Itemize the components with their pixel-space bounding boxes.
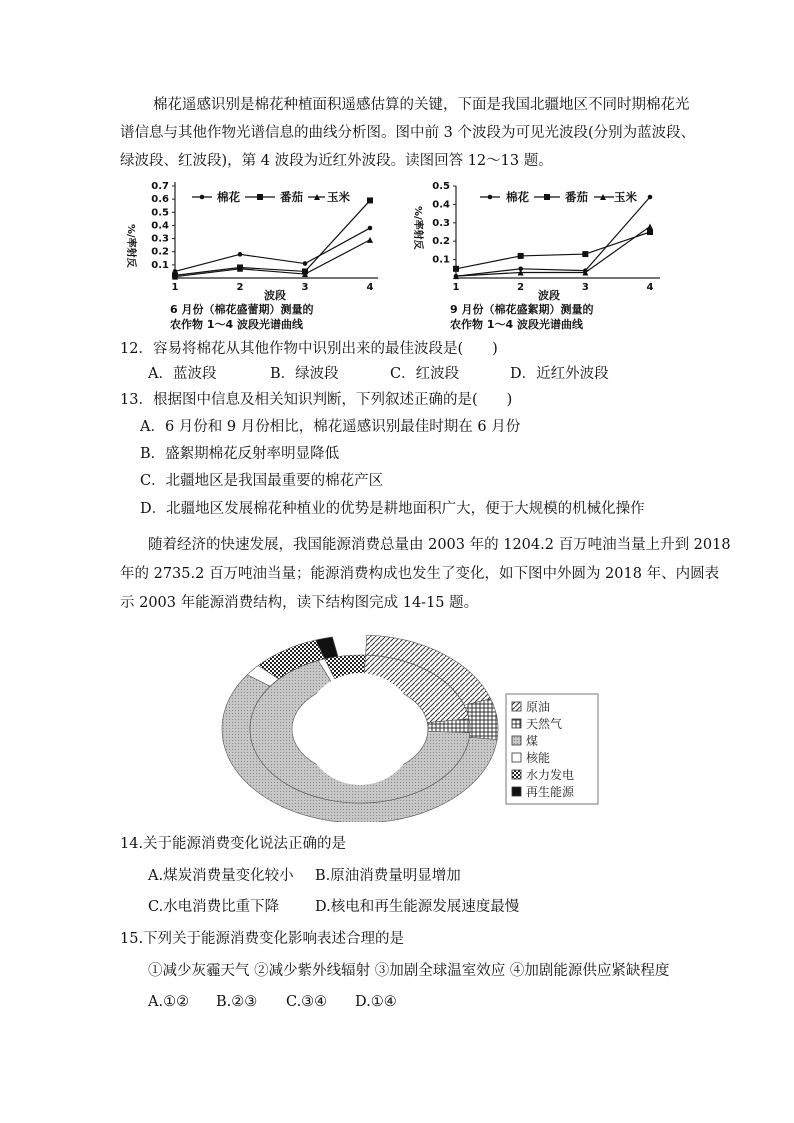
y-axis-label-left: %/率射反 [125,224,136,268]
energy-donut-chart [210,622,630,822]
legend-cotton-left: 棉花 [217,190,240,204]
point-right-1-1 [518,253,524,259]
donut-hole [304,673,416,785]
y-tick-right-0: 0.1 [432,254,450,266]
x-tick-left-2: 3 [301,282,309,293]
donut-legend-swatch-5 [512,787,521,796]
q13-option-b: B．盛絮期棉花反射率明显降低 [140,446,340,462]
x-tick-left-0: 1 [171,282,179,293]
q14-option-c: C.水电消费比重下降 [148,899,280,915]
point-left-2-3 [367,237,373,243]
y-tick-right-3: 0.4 [432,199,450,211]
legend-tomato-left: 番茄 [280,190,303,204]
q12-option-b: B．绿波段 [270,366,339,382]
y-tick-left-2: 0.3 [151,233,169,245]
x-axis-label-right: 波段 [538,289,560,302]
x-tick-right-1: 2 [517,282,525,293]
caption-left-1: 6 月份（棉花盛蕾期）测量的 [170,303,314,316]
donut-legend-swatch-4 [512,770,521,779]
point-left-1-3 [367,197,373,203]
intro1-line1: 棉花遥感识别是棉花种植面积遥感估算的关键，下面是我国北疆地区不同时期棉花光 [153,97,690,113]
x-tick-right-3: 4 [646,282,654,293]
donut-legend-label-1: 天然气 [526,717,563,731]
q14-option-b: B.原油消费量明显增加 [315,868,461,884]
q15-option-c: C.③④ [286,994,328,1010]
point-right-1-2 [582,251,588,257]
y-tick-right-1: 0.2 [432,236,450,248]
caption-right-2: 农作物 1～4 波段光谱曲线 [450,318,583,331]
legend-marker-cotton-r [488,195,493,200]
x-tick-left-3: 4 [366,282,374,293]
intro2-line3: 示 2003 年能源消费结构，读下结构图完成 14-15 题。 [120,595,479,611]
q14-stem: 14.关于能源消费变化说法正确的是 [120,836,347,852]
y-tick-left-4: 0.5 [151,207,169,219]
donut-legend-label-5: 再生能源 [526,785,575,799]
point-right-1-3 [647,229,653,235]
q12-option-a: A．蓝波段 [148,366,217,382]
point-left-0-2 [303,261,308,266]
q15-statements: ①减少灰霾天气 ②减少紫外线辐射 ③加剧全球温室效应 ④加剧能源供应紧缺程度 [148,963,670,979]
intro2-line1: 随着经济的快速发展，我国能源消费总量由 2003 年的 1204.2 百万吨油当量上升到 2018 [148,537,731,553]
donut-legend-swatch-3 [512,753,521,762]
september-chart [412,181,660,331]
legend-corn-left: 玉米 [327,190,350,204]
intro1-line2: 谱信息与其他作物光谱信息的曲线分析图。图中前 3 个波段为可见光波段(分别为蓝波段、 [120,125,696,141]
donut-legend-swatch-0 [512,702,521,711]
x-tick-left-1: 2 [236,282,244,293]
y-tick-left-1: 0.2 [151,246,169,258]
x-tick-right-2: 3 [581,282,589,293]
point-right-0-3 [648,195,653,200]
spectral-charts [120,176,680,336]
y-axis-label-right: %/率射反 [412,206,423,250]
point-left-0-3 [368,226,373,231]
june-chart [125,181,378,331]
donut-legend-label-2: 煤 [526,734,539,748]
intro2-line2: 年的 2735.2 百万吨油当量；能源消费构成也发生了变化，如下图中外圆为 2018 年、内圆表 [120,566,720,582]
x-axis-label-left: 波段 [264,289,286,302]
donut-legend-label-3: 核能 [526,751,551,765]
series-line-right-1 [456,232,650,269]
q15-stem: 15.下列关于能源消费变化影响表述合理的是 [120,931,405,947]
x-tick-right-0: 1 [452,282,460,293]
q12-option-c: C．红波段 [390,366,460,382]
caption-left-2: 农作物 1～4 波段光谱曲线 [170,318,303,331]
y-tick-left-0: 0.1 [151,259,169,271]
y-tick-right-2: 0.3 [432,217,450,229]
point-right-2-3 [647,223,653,229]
point-left-0-1 [238,252,243,257]
series-line-left-2 [175,240,370,277]
q12-stem: 12．容易将棉花从其他作物中识别出来的最佳波段是( ) [120,341,498,357]
q13-option-c: C．北疆地区是我国最重要的棉花产区 [140,473,384,489]
series-line-right-0 [456,197,650,276]
q15-option-b: B.②③ [216,994,258,1010]
y-tick-left-5: 0.6 [151,194,169,206]
legend-cotton-right: 棉花 [506,190,529,204]
legend-marker-tomato-r [544,194,550,200]
point-right-1-0 [453,266,459,272]
q13-stem: 13．根据图中信息及相关知识判断，下列叙述正确的是( ) [120,392,513,408]
q15-option-a: A.①② [148,994,190,1010]
donut-legend-label-0: 原油 [526,700,551,714]
donut-legend-swatch-1 [512,719,521,728]
intro1-line3: 绿波段、红波段)，第 4 波段为近红外波段。读图回答 12～13 题。 [120,153,553,169]
q13-option-a: A．6 月份和 9 月份相比，棉花遥感识别最佳时期在 6 月份 [140,419,521,435]
legend-tomato-right: 番茄 [565,190,588,204]
series-line-left-0 [175,228,370,271]
series-line-right-2 [456,226,650,276]
y-tick-left-3: 0.4 [151,220,169,232]
q14-option-a: A.煤炭消费量变化较小 [148,868,294,884]
q13-option-d: D．北疆地区发展棉花种植业的优势是耕地面积广大，便于大规模的机械化操作 [140,501,645,517]
y-tick-left-6: 0.7 [151,181,169,192]
y-tick-right-4: 0.5 [432,181,450,192]
legend-marker-tomato [257,194,263,200]
q15-option-d: D.①④ [355,994,397,1010]
q12-option-d: D．近红外波段 [510,366,609,382]
donut-legend-label-4: 水力发电 [526,768,575,782]
legend-marker-cotton [200,195,205,200]
caption-right-1: 9 月份（棉花盛絮期）测量的 [450,303,594,316]
legend-corn-right: 玉米 [614,190,637,204]
q14-option-d: D.核电和再生能源发展速度最慢 [315,899,520,915]
donut-legend-swatch-2 [512,736,521,745]
